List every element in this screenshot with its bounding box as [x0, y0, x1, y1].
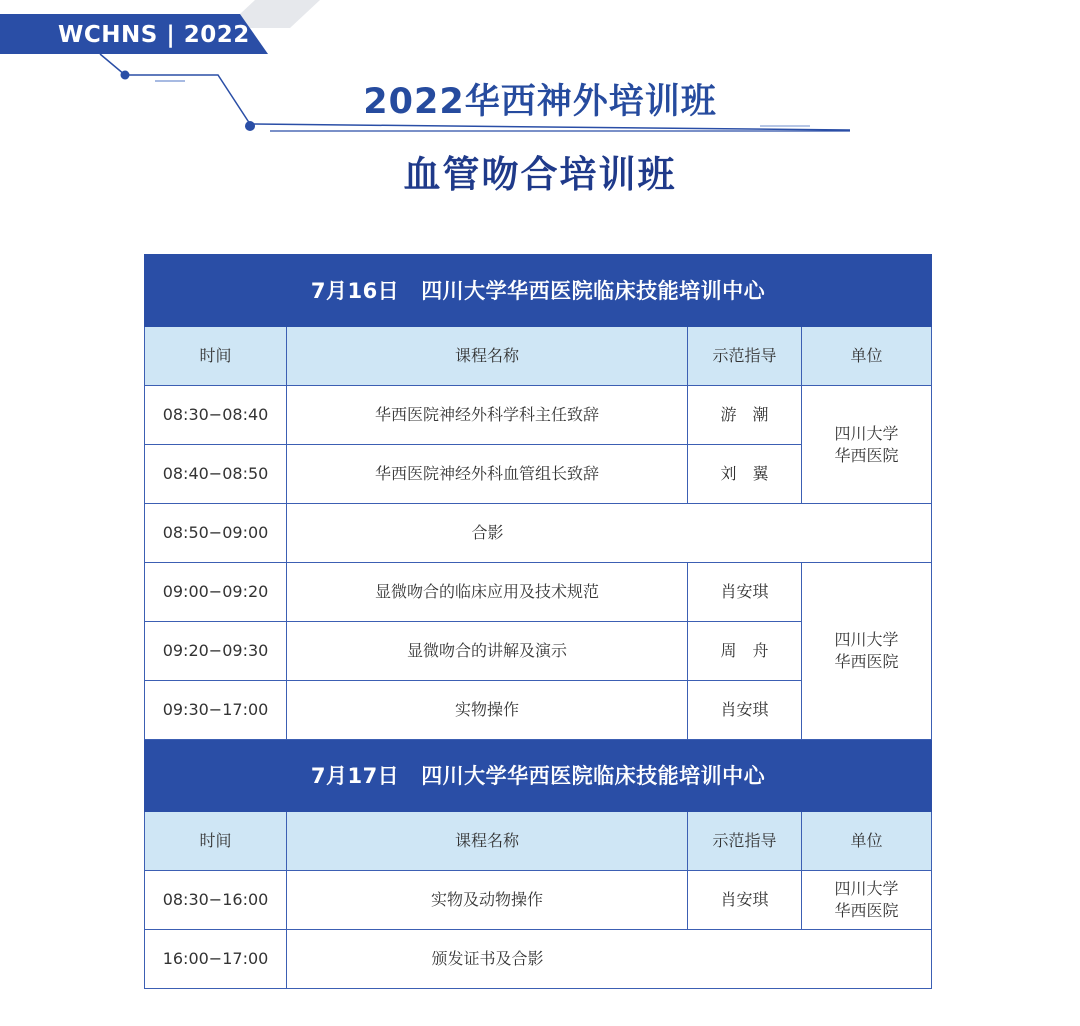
- table-row: [145, 871, 932, 930]
- cell-time: 08:30−16:00: [145, 871, 287, 930]
- cell-instructor: 刘 翼: [688, 445, 802, 504]
- cell-course: [287, 504, 932, 563]
- cell-time: 08:40−08:50: [145, 445, 287, 504]
- col-header-instructor: 示范指导: [688, 812, 802, 871]
- cell-unit: 四川大学 华西医院: [802, 386, 932, 504]
- cell-instructor: 肖安琪: [688, 871, 802, 930]
- col-header-time: 时间: [145, 327, 287, 386]
- cell-instructor: 周 舟: [688, 622, 802, 681]
- page-title: 2022华西神外培训班: [363, 82, 717, 122]
- schedule-table: [144, 254, 932, 989]
- day-venue: 四川大学华西医院临床技能培训中心: [421, 763, 766, 788]
- col-header-time: 时间: [145, 812, 287, 871]
- day-header-row: [145, 740, 932, 812]
- table-row: [145, 930, 932, 989]
- cell-unit: 四川大学 华西医院: [802, 871, 932, 930]
- day-date: 7月17日: [310, 763, 400, 788]
- cell-instructor: 肖安琪: [688, 563, 802, 622]
- page-subtitle: 血管吻合培训班: [403, 153, 677, 196]
- day-header: [145, 740, 932, 812]
- col-header-unit: 单位: [802, 812, 932, 871]
- cell-time: 08:30−08:40: [145, 386, 287, 445]
- cell-instructor: 肖安琪: [688, 681, 802, 740]
- cell-time: 08:50−09:00: [145, 504, 287, 563]
- cell-course: 华西医院神经外科学科主任致辞: [287, 386, 688, 445]
- column-header-row: [145, 327, 932, 386]
- cell-unit: 四川大学 华西医院: [802, 563, 932, 740]
- table-row: [145, 386, 932, 445]
- cell-course-text: 颁发证书及合影: [431, 949, 544, 968]
- cell-time: 09:30−17:00: [145, 681, 287, 740]
- cell-course: 实物及动物操作: [287, 871, 688, 930]
- cell-time: 16:00−17:00: [145, 930, 287, 989]
- brand-label: WCHNS | 2022: [58, 22, 250, 48]
- day-venue: 四川大学华西医院临床技能培训中心: [421, 278, 766, 303]
- cell-time: 09:00−09:20: [145, 563, 287, 622]
- cell-course-text: 合影: [471, 523, 504, 542]
- cell-course: 华西医院神经外科血管组长致辞: [287, 445, 688, 504]
- col-header-course: 课程名称: [287, 812, 688, 871]
- cell-course: 显微吻合的讲解及演示: [287, 622, 688, 681]
- cell-course: [287, 930, 932, 989]
- cell-course: 显微吻合的临床应用及技术规范: [287, 563, 688, 622]
- day-header-row: [145, 255, 932, 327]
- column-header-row: [145, 812, 932, 871]
- cell-instructor: 游 潮: [688, 386, 802, 445]
- day-date: 7月16日: [310, 278, 400, 303]
- col-header-instructor: 示范指导: [688, 327, 802, 386]
- cell-course: 实物操作: [287, 681, 688, 740]
- cell-time: 09:20−09:30: [145, 622, 287, 681]
- day-header: [145, 255, 932, 327]
- table-row: [145, 563, 932, 622]
- table-row: [145, 504, 932, 563]
- col-header-unit: 单位: [802, 327, 932, 386]
- col-header-course: 课程名称: [287, 327, 688, 386]
